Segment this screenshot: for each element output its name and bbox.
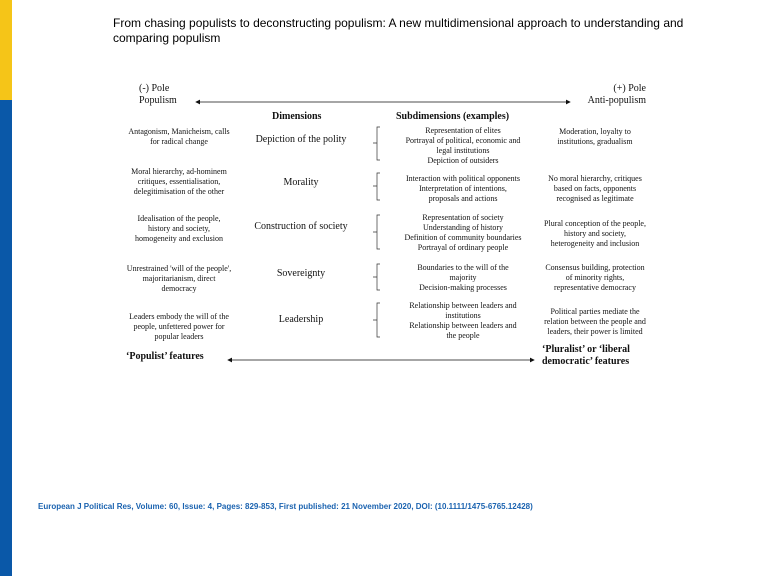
row-1-pluralist-feature: Moderation, loyalty to institutions, gradualism [557,127,633,146]
bracket-row-2 [373,173,380,200]
populist-features-label: ‘Populist’ features [126,351,204,362]
row-1-subdimensions: Representation of elites Portrayal of political, economic and legal institutions Depiction of outsiders [405,126,521,165]
row-3-pluralist-feature: Plural conception of the people, history and society, heterogeneity and inclusion [544,219,646,248]
bracket-row-4 [373,264,380,290]
row-2-populist-feature: Moral hierarchy, ad-hominem critiques, essentialisation, delegitimisation of the other [131,167,227,196]
row-5-dimension: Leadership [278,314,324,325]
header-dimensions: Dimensions [272,111,322,122]
row-5-pluralist-feature: Political parties mediate the relation between the people and leaders, their power is limited [544,307,646,336]
bracket-row-5 [373,303,380,337]
left-pole-sign: (-) Pole [139,83,170,94]
row-1-populist-feature: Antagonism, Manicheism, calls for radical change [128,127,230,146]
slide-title: From chasing populists to deconstructing populism: A new multidimensional approach to understanding and comparing populism [113,16,684,45]
header-subdimensions: Subdimensions (examples) [396,111,510,122]
bracket-row-1 [373,127,380,160]
pluralist-features-label: ‘Pluralist’ or ‘liberal democratic’ features [542,344,630,367]
row-4-populist-feature: Unrestrained 'will of the people', majoritarianism, direct democracy [126,264,232,293]
row-2-subdimensions: Interaction with political opponents Interpretation of intentions, proposals and actions [406,174,520,203]
left-pole-label [139,83,177,107]
row-2-pluralist-feature: No moral hierarchy, critiques based on facts, opponents recognised as legitimate [548,174,642,203]
row-5-subdimensions: Relationship between leaders and institutions Relationship between leaders and the people [409,301,517,340]
row-1-dimension: Depiction of the polity [255,134,347,145]
right-pole-sign: (+) Pole [613,83,646,94]
right-pole-label [578,83,646,107]
row-3-subdimensions: Representation of society Understanding of history Definition of community boundaries Portrayal of ordinary people [404,213,522,252]
row-4-dimension: Sovereignty [276,268,326,279]
left-pole-name: Populism [139,95,177,106]
row-5-populist-feature: Leaders embody the will of the people, unfettered power for popular leaders [129,312,229,341]
row-3-dimension: Construction of society [254,221,348,232]
row-4-pluralist-feature: Consensus building, protection of minority rights, representative democracy [545,263,645,292]
citation: European J Political Res, Volume: 60, Issue: 4, Pages: 829-853, First published: 21 November 2020, DOI: (10.1111/1475-6765.12428) [38,502,533,511]
row-2-dimension: Morality [283,177,319,188]
bracket-row-3 [373,215,380,249]
row-4-subdimensions: Boundaries to the will of the majority Decision-making processes [417,263,509,292]
row-3-populist-feature: Idealisation of the people, history and society, homogeneity and exclusion [135,214,223,243]
right-pole-name: Anti-populism [587,95,646,106]
